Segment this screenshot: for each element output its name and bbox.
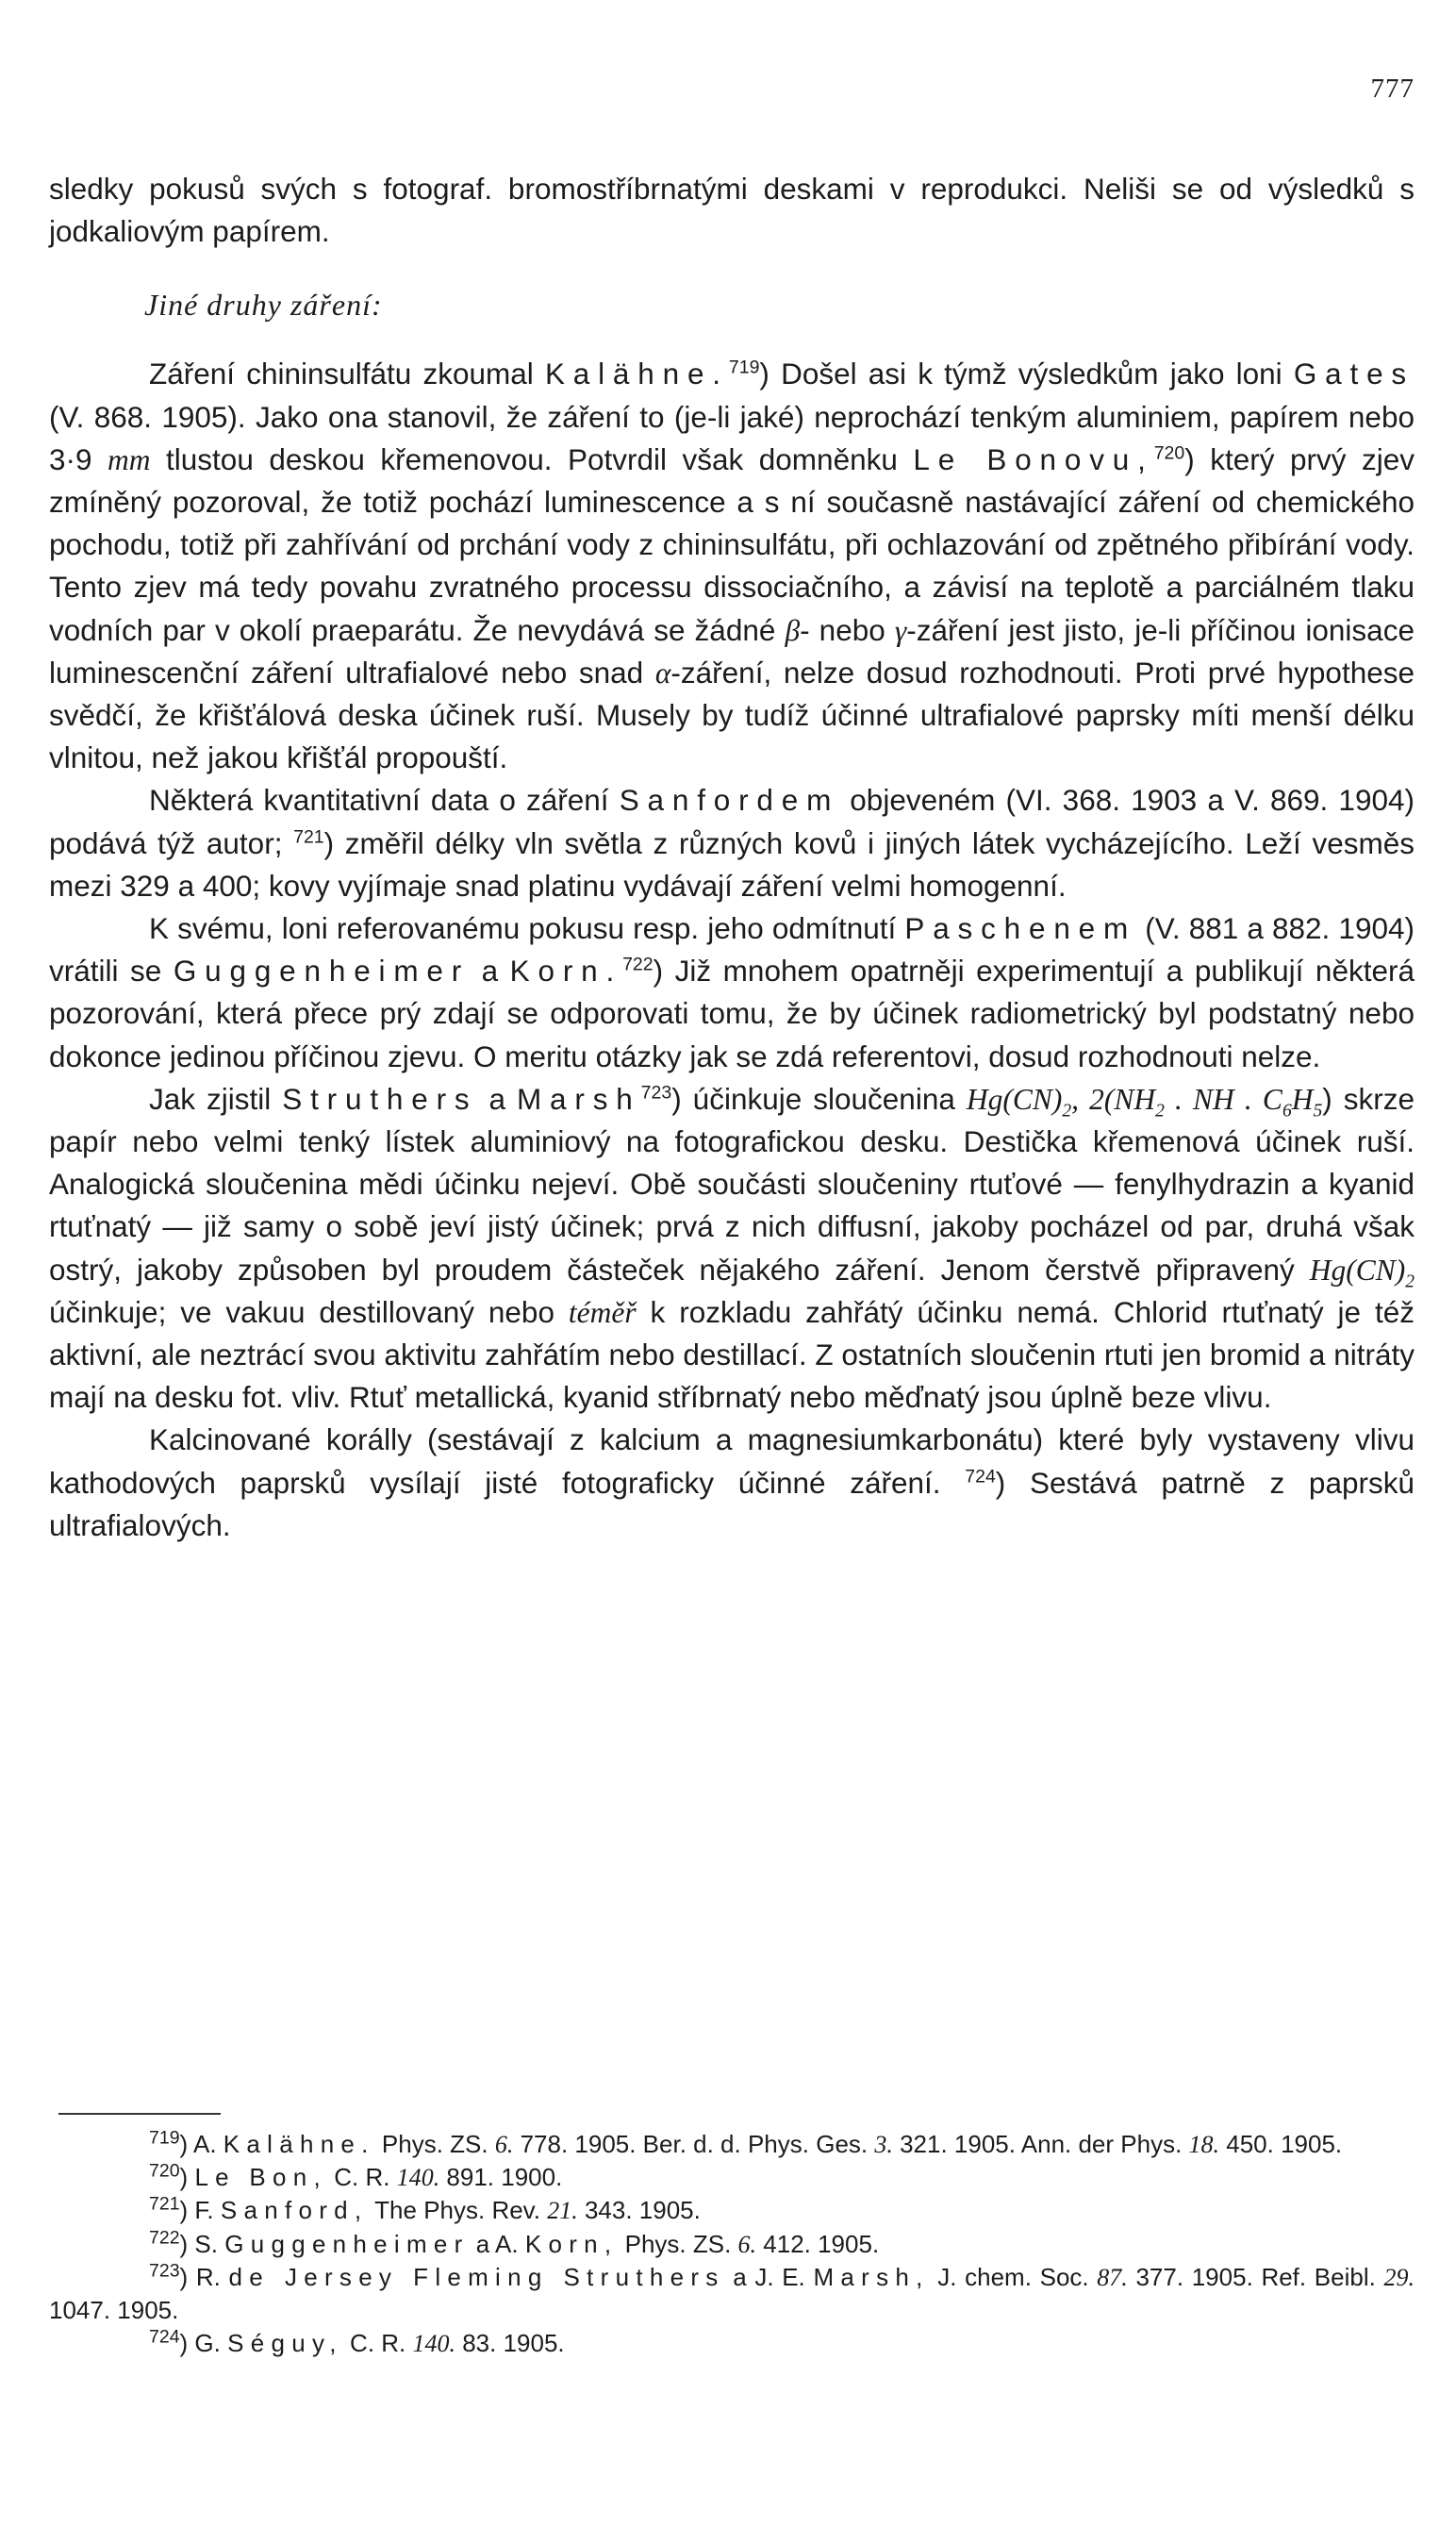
chemical-formula: $Hg(CN)_2$ <box>1309 1253 1415 1291</box>
footnote-ref: 720 <box>1153 442 1185 464</box>
body-text <box>49 168 1415 1547</box>
paragraph-2: Některá kvantitativní data o záření Sanfordem objeveném (VI. 368. 1903 a V. 869. 1904) podává týž autor; $^{721}$) změřil délky vln světla z různých kovů i jiných látek vycházejícího. Leží vesměs mezi 329 a 400; kovy vyjímaje snad platinu vydávají záření velmi homogenní. <box>49 783 1415 903</box>
paragraph-5: Kalcinované korálly (sestávají z kalcium a magnesiumkarbonátu) které byly vystaveny vlivu kathodových paprsků vysílají jisté fotograficky účinné záření. $^{724}$) Sestává patrně z paprsků ultrafialových. <box>49 1422 1415 1542</box>
chemical-formula: $Hg(CN)_2$, $2(NH_2$ . NH . $C_6H_5$ <box>966 1082 1323 1122</box>
footnote-ref: 724 <box>965 1466 996 1488</box>
author-name: Struthers <box>282 1081 478 1116</box>
footnote: $^{720}$) Le Bon, C. R. 140. 891. 1900. <box>149 2160 563 2192</box>
section-heading: Jiné druhy záření: <box>144 288 383 323</box>
author-name: Guggenheimer <box>173 954 471 989</box>
author-name: Korn. <box>509 954 623 989</box>
footnote-divider <box>58 2113 221 2115</box>
footnote-ref: 722 <box>622 954 654 975</box>
footnote: $^{723}$) R. de Jersey Fleming Struthers a J. E. Marsh, J. chem. Soc. 87. 377. 1905. Ref. Beibl. 29. 1047. 1905. <box>49 2260 1415 2325</box>
footnote-ref: 721 <box>293 826 324 848</box>
author-name: Sanfordem <box>619 783 840 818</box>
page-number: 777 <box>1370 74 1415 104</box>
footnotes <box>49 2128 1415 2360</box>
paragraph-3: K svému, loni referovanému pokusu resp. jeho odmítnutí Paschenem (V. 881 a 882. 1904) vrátili se Guggenheimer a Korn.$^{722}$) Již mnohem opatrněji experimentují a publikují některá pozorování, která přece prý zdají se odporovati tomu, že by účinek radiometrický byl podstatný nebo dokonce jedinou příčinou zjevu. O meritu otázky jak se zdá referentovi, dosud rozhodnouti nelze. <box>49 911 1415 1073</box>
footnote: $^{722}$) S. Guggenheimer a A. Korn, Phys. ZS. 6. 412. 1905. <box>149 2226 880 2258</box>
footnote: $^{724}$) G. Séguy, C. R. 140. 83. 1905. <box>149 2326 565 2358</box>
paragraph-intro: sledky pokusů svých s fotograf. bromostříbrnatými deskami v reprodukci. Neliši se od výsledků s jodkaliovým papírem. <box>49 172 1415 249</box>
footnote-ref: 723 <box>640 1082 672 1104</box>
author-name: Paschenem <box>904 911 1137 946</box>
footnote: $^{721}$) F. Sanford, The Phys. Rev. 21. 343. 1905. <box>149 2193 701 2225</box>
author-name: Marsh <box>517 1081 641 1116</box>
footnote: $^{719}$) A. Kalähne. Phys. ZS. 6. 778. 1905. Ber. d. d. Phys. Ges. 3. 321. 1905. Ann. der Phys. 18. 450. 1905. <box>149 2127 1343 2158</box>
footnote-ref: 719 <box>728 357 760 378</box>
paragraph-1: Záření chininsulfátu zkoumal Kalähne.$^{719}$) Došel asi k týmž výsledkům jako loni Gates (V. 868. 1905). Jako ona stanovil, že záření to (je-li jaké) neprochází tenkým aluminiem, papírem nebo 3·9 mm tlustou deskou křemenovou. Potvrdil však domněnku Le Bonovu,$^{720}$) který prvý zjev zmíněný pozoroval, že totiž pochází luminescence a s ní současně nastávající záření od chemického pochodu, totiž při zahřívání od prchání vody z chininsulfátu, při ochlazování od zpětného přibírání vody. Tento zjev má tedy povahu zvratného processu dissociačního, a závisí na teplotě a parciálném tlaku vodních par v okolí praeparátu. Že nevydává se žádné β- nebo γ-záření jest jisto, je-li příčinou ionisace luminescenční záření ultrafialové nebo snad α-záření, nelze dosud rozhodnouti. Proti prvé hypothese svědčí, že křišťálová deska účinek ruší. Musely by tudíž účinné ultrafialové paprsky míti menší délku vlnitou, než jakou křišťál propouští. <box>49 357 1415 775</box>
author-name: Kalähne. <box>544 357 729 391</box>
author-name: Gates <box>1293 357 1415 391</box>
paragraph-4: Jak zjistil Struthers a Marsh$^{723}$) účinkuje sloučenina $Hg(CN)_2$, $2(NH_2$ . NH . $C_6H_5$) skrze papír nebo velmi tenký lístek aluminiový na fotografickou desku. Destička křemenová účinek ruší. Analogická sloučenina mědi účinku nejeví. Obě součásti sloučeniny rtuťové — fenylhydrazin a kyanid rtuťnatý — již samy o sobě jeví jistý účinek; prvá z nich diffusní, jakoby pocházel od par, druhá však ostrý, jakoby způsoben byl proudem částeček nějakého záření. Jenom čerstvě připravený $Hg(CN)_2$ účinkuje; ve vakuu destillovaný nebo téměř k rozkladu zahřátý účinku nemá. Chlorid rtuťnatý je též aktivní, ale neztrácí svou aktivitu zahřátím nebo destillací. Z ostatních sloučenin rtuti jen bromid a nitráty mají na desku fot. vliv. Rtuť metallická, kyanid stříbrnatý nebo měďnatý jsou úplně beze vlivu. <box>49 1081 1415 1415</box>
author-name: Le Bonovu, <box>913 441 1154 476</box>
